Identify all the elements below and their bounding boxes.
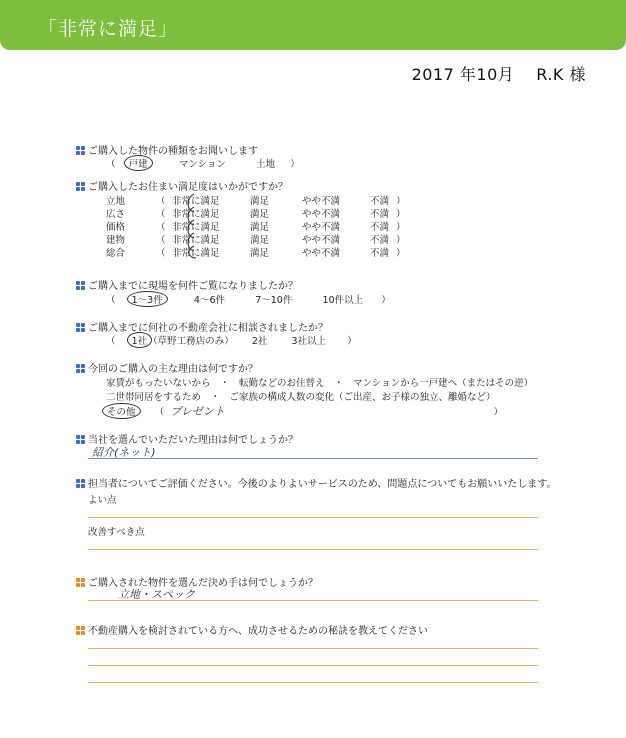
q4-options: （ 1社（草野工務店のみ） 2社 3社以上 ） [106,333,357,347]
q4-question: ご購入までに何社の不動産会社に相談されましたか？ [76,319,328,334]
q3-question: ご購入までに現場を何件ご覧になりましたか？ [76,277,298,292]
q7-good-line [88,517,538,518]
survey-date: 2017 年10月 [411,65,515,84]
blue-bullet-icon [76,146,85,155]
q5-question: 今回のご購入の主な理由は何ですか？ [76,360,258,375]
orange-bullet-icon [76,578,85,587]
blue-bullet-icon [76,281,85,290]
blue-bullet-icon [76,182,85,191]
q8-question: ご購入された物件を選んだ決め手は何でしょうか？ [76,574,318,589]
q1-option-selected: 戸建 [124,155,153,171]
q8-answer: 立地・スペック [118,588,195,601]
q7-question: 担当者についてご評価ください。今後のよりよいサービスのため、問題点についてもお願いいたします。 [76,475,556,490]
q5-other-answer: プレゼント [170,405,225,418]
q4-option-selected: 1社 [127,332,153,348]
q2-circle-marks [176,190,216,260]
q9-question: 不動産購入を検討されている方へ、成功させるための秘訣を教えてください [76,622,428,637]
q8-answer-line [88,600,538,601]
q5-other: その他 （ プレゼント ） [106,403,503,419]
orange-bullet-icon [76,626,85,635]
q1-question: ご購入した物件の種類をお聞いします [76,142,258,157]
survey-date-line [402,62,586,85]
q5-other-selected: その他 [102,403,141,419]
blue-bullet-icon [76,435,85,444]
page-title: 「非常に満足」 [38,18,179,40]
q9-answer-line [88,648,538,649]
q6-question: 当社を選んでいただいた理由は何でしょうか？ [76,431,298,446]
blue-bullet-icon [76,323,85,332]
blue-bullet-icon [76,479,85,488]
q7-improve-label: 改善すべき点 [88,527,145,538]
q3-options: （ 1～3件 4～6件 7～10件 10件以上 ） [106,292,391,306]
q9-answer-line [88,682,538,683]
q1-options: （ 戸建 マンション 土地 ） [106,156,300,170]
respondent-initials: R.K 様 [536,65,586,84]
blue-bullet-icon [76,364,85,373]
q7-improve-line [88,549,538,550]
q2-question: ご購入したお住まい満足度はいかがですか？ [76,178,288,193]
q5-reason-line-1: 家賃がもったいないから ・ 転勤などのお住替え ・ マンションから一戸建へ（またはその逆） [106,378,534,389]
title-banner [0,0,626,50]
q3-option-selected: 1～3件 [127,291,168,307]
q6-answer: 紹介(ネット) [92,446,156,459]
q6-answer-line [88,458,538,459]
q9-answer-line [88,665,538,666]
q7-good-label: よい点 [88,495,117,506]
q5-reason-line-2: 二世帯同居をするため ・ ご家族の構成人数の変化（ご出産、お子様の独立、離婚など） [106,392,496,403]
